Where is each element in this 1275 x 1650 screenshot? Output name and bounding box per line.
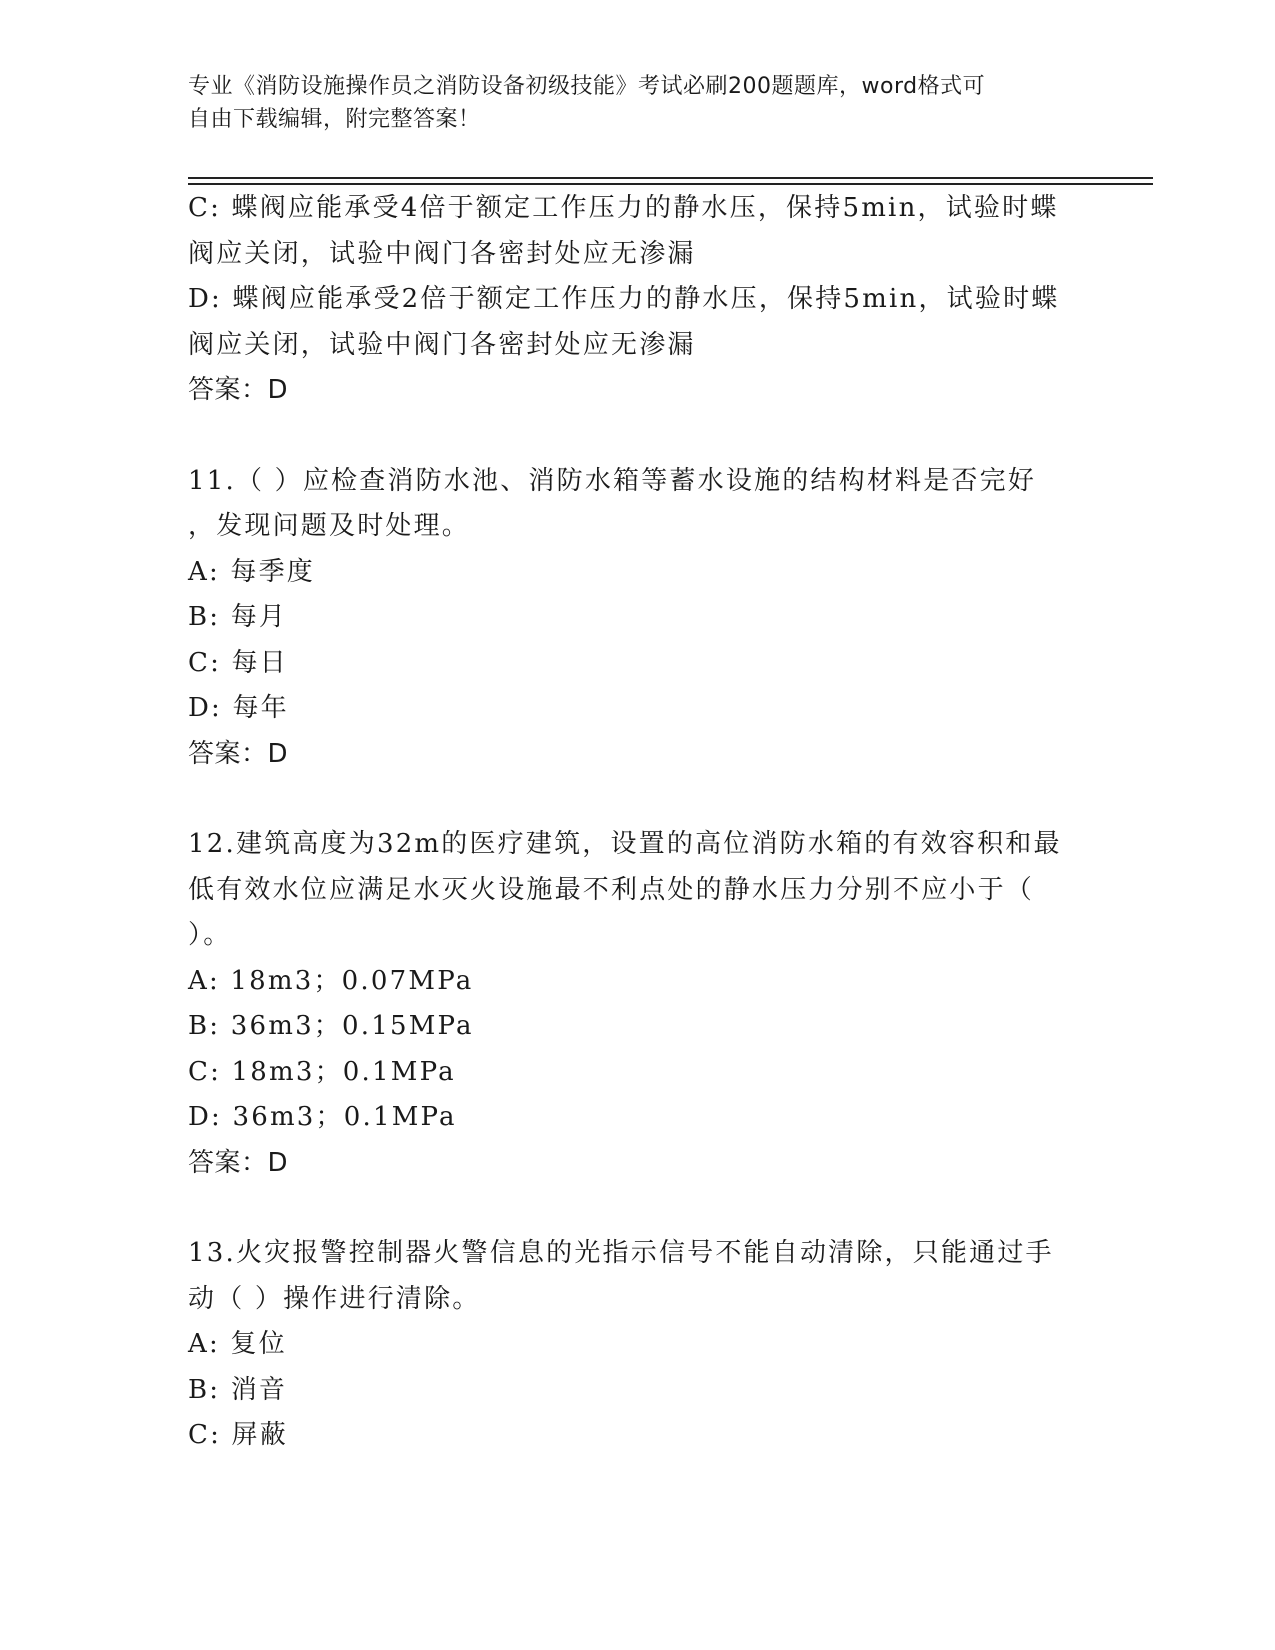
option-b: B: 每月 [188, 602, 288, 632]
question-stem: 低有效水位应满足水灭火设施最不利点处的静水压力分别不应小于（ [188, 874, 1035, 905]
header-line: 专业《消防设施操作员之消防设备初级技能》考试必刷200题题库，word格式可 [188, 74, 986, 99]
option-d: D: 36m3；0.1MPa [188, 1102, 457, 1132]
header-rule [188, 177, 1153, 179]
option-d-line: D: 蝶阀应能承受2倍于额定工作压力的静水压，保持5min，试验时蝶 [188, 284, 1060, 314]
header-rule [188, 183, 1153, 185]
question-13 [188, 1231, 1088, 1459]
question-stem: 11.（ ）应检查消防水池、消防水箱等蓄水设施的结构材料是否完好 [188, 465, 1037, 496]
option-c: C: 18m3；0.1MPa [188, 1056, 456, 1087]
question-10-tail [188, 186, 1088, 414]
option-c-line: 阀应关闭，试验中阀门各密封处应无渗漏 [188, 238, 696, 269]
option-c-line: C: 蝶阀应能承受4倍于额定工作压力的静水压，保持5min，试验时蝶 [188, 193, 1059, 223]
question-stem: ，发现问题及时处理。 [188, 511, 471, 541]
header-line: 自由下载编辑，附完整答案！ [188, 107, 481, 132]
question-11 [188, 459, 1088, 778]
option-d-line: 阀应关闭，试验中阀门各密封处应无渗漏 [188, 329, 696, 360]
option-a: A: 每季度 [188, 556, 316, 587]
option-a: A: 18m3；0.07MPa [188, 965, 474, 996]
answer-line: 答案：D [188, 375, 289, 405]
option-c: C: 屏蔽 [188, 1420, 288, 1450]
option-a: A: 复位 [188, 1329, 287, 1359]
option-b: B: 36m3；0.15MPa [188, 1011, 474, 1041]
document-header [188, 70, 1068, 136]
option-d: D: 每年 [188, 693, 289, 723]
answer-line: 答案：D [188, 1147, 289, 1178]
question-stem: 动（ ）操作进行清除。 [188, 1283, 481, 1314]
question-stem: ）。 [188, 920, 232, 950]
option-b: B: 消音 [188, 1374, 288, 1405]
answer-line: 答案：D [188, 738, 289, 769]
question-stem: 13.火灾报警控制器火警信息的光指示信号不能自动清除，只能通过手 [188, 1238, 1054, 1268]
question-stem: 12.建筑高度为32m的医疗建筑，设置的高位消防水箱的有效容积和最 [188, 829, 1062, 859]
question-12 [188, 822, 1088, 1186]
option-c: C: 每日 [188, 647, 288, 678]
question-list [188, 186, 1088, 1459]
